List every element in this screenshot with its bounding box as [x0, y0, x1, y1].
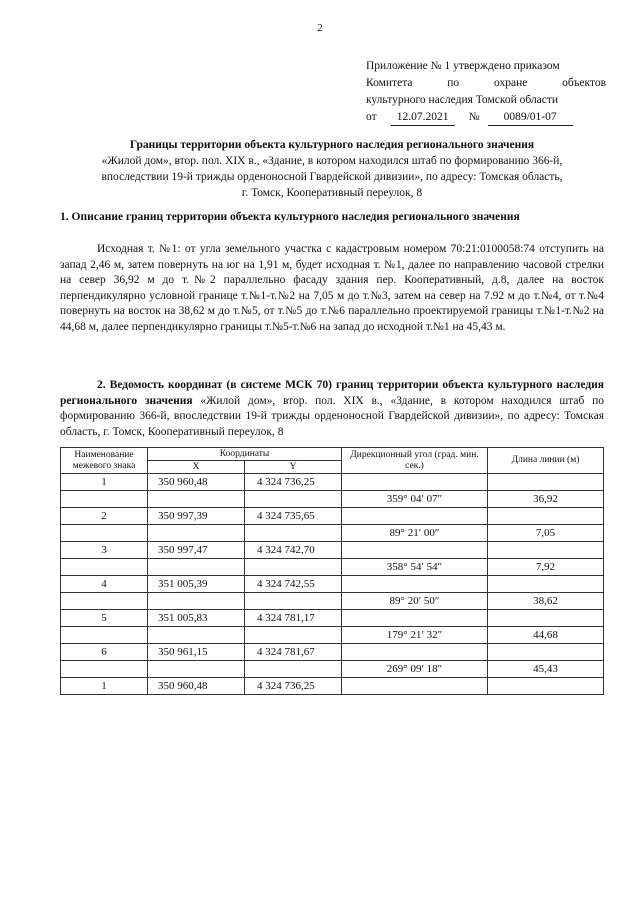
appendix-approval-block: [366, 58, 606, 126]
point-y: 4 324 736,25: [245, 678, 342, 695]
segment-length: 45,43: [488, 661, 604, 678]
segment-angle: 269° 09′ 18″: [342, 661, 488, 678]
table-row-segment: [61, 525, 604, 542]
header-coordinates: Координаты: [148, 448, 342, 461]
segment-angle: 89° 20′ 50″: [342, 593, 488, 610]
segment-angle: 179° 21′ 32″: [342, 627, 488, 644]
appendix-line-1: Приложение № 1 утверждено приказом: [366, 60, 560, 72]
title-line-4: г. Томск, Кооперативный переулок, 8: [241, 187, 423, 199]
order-date: 12.07.2021: [391, 110, 455, 126]
section-1-description: Исходная т. №1: от угла земельного участка с кадастровым номером 70:21:0100058:74 отступить на запад 2,46 м, затем повернуть на юг на 1,91 м, будет исходная т. №1, далее по направлению часовой стрелки на север 36,92 м до т.№2 параллельно фасаду здания пер. Кооперативный, д.8, далее на восток перпендикулярно условной границе т.№1-т.№2 на 7,05 м до т.№3, затем на север на 7.92 м до т.№4, от т.№4 повернуть на восток на 38,62 м до т.№5, от т.№5 до т.№6 параллельно проектируемой границы т.№1-т.№2 на 44,68 м, далее перпендикулярно границы т.№5-т.№6 на запад до исходной т.№1 на 45,43 м.: [60, 243, 604, 333]
appendix-word: объектов: [562, 77, 606, 89]
coordinates-table: [60, 447, 604, 695]
from-label: от: [366, 111, 377, 123]
number-sign: №: [468, 111, 480, 123]
point-x: 351 005,39: [148, 576, 245, 593]
table-row-point: [61, 542, 604, 559]
point-name: 4: [61, 576, 148, 593]
order-number: 0089/01-07: [488, 110, 573, 126]
appendix-word: по: [447, 77, 460, 89]
appendix-word: Комитета: [366, 77, 413, 89]
page-number: 2: [317, 22, 323, 34]
point-name: 1: [61, 678, 148, 695]
point-x: 350 961,15: [148, 644, 245, 661]
section-2-heading-bold: 2. Ведомость координат (в системе МСК 70) границ территории объекта культурного наследия регионального значения: [60, 379, 604, 407]
point-name: 1: [61, 474, 148, 491]
table-row-point: [61, 644, 604, 661]
table-row-point: [61, 508, 604, 525]
table-row-point: [61, 678, 604, 695]
title-line-3: впоследствии 19-й трижды орденоносной Гвардейской дивизии», по адресу: Томская область,: [101, 171, 563, 183]
point-name: 6: [61, 644, 148, 661]
title-line-2: «Жилой дом», втор. пол. XIX в., «Здание, в котором находился штаб по формированию 366-й,: [101, 155, 563, 167]
segment-length: 36,92: [488, 491, 604, 508]
title-heading: Границы территории объекта культурного наследия регионального значения: [129, 139, 535, 151]
point-x: 350 997,39: [148, 508, 245, 525]
segment-angle: 359° 04′ 07″: [342, 491, 488, 508]
table-row-segment: [61, 661, 604, 678]
segment-length: 7,92: [488, 559, 604, 576]
point-y: 4 324 736,25: [245, 474, 342, 491]
point-name: 5: [61, 610, 148, 627]
point-x: 350 997,47: [148, 542, 245, 559]
segment-length: 7,05: [488, 525, 604, 542]
segment-angle: 89° 21′ 00″: [342, 525, 488, 542]
appendix-word: охране: [494, 77, 528, 89]
segment-angle: 358° 54′ 54″: [342, 559, 488, 576]
table-row-segment: [61, 559, 604, 576]
point-y: 4 324 742,55: [245, 576, 342, 593]
header-x: X: [148, 461, 245, 474]
table-row-point: [61, 610, 604, 627]
point-y: 4 324 742,70: [245, 542, 342, 559]
appendix-line-2: [366, 75, 606, 92]
table-header-row: [61, 448, 604, 461]
point-name: 3: [61, 542, 148, 559]
header-y: Y: [245, 461, 342, 474]
section-2-heading-rest: «Жилой дом», втор. пол. XIX в., «Здание, в котором находился штаб по формированию 366-й, впоследствии 19-й трижды орденоносной Гвардейской дивизии», по адресу: Томская область, г. Томск, Кооперативный переулок, 8: [60, 394, 604, 438]
appendix-line-3: культурного наследия Томской области: [366, 94, 559, 106]
table-row-segment: [61, 491, 604, 508]
point-x: 350 960,48: [148, 678, 245, 695]
header-name: Наименование межевого знака: [61, 448, 148, 474]
table-row-point: [61, 474, 604, 491]
point-x: 351 005,83: [148, 610, 245, 627]
point-y: 4 324 735,65: [245, 508, 342, 525]
point-x: 350 960,48: [148, 474, 245, 491]
point-name: 2: [61, 508, 148, 525]
document-title: [60, 137, 604, 201]
section-2-heading: [60, 378, 604, 440]
segment-length: 44,68: [488, 627, 604, 644]
table-row-point: [61, 576, 604, 593]
point-y: 4 324 781,67: [245, 644, 342, 661]
table-row-segment: [61, 593, 604, 610]
section-1-heading: 1. Описание границ территории объекта культурного наследия регионального значения: [60, 211, 520, 223]
header-angle: Дирекционный угол (град. мин. сек.): [342, 448, 488, 474]
table-row-segment: [61, 627, 604, 644]
segment-length: 38,62: [488, 593, 604, 610]
appendix-date-line: [366, 109, 606, 126]
header-length: Длина линии (м): [488, 448, 604, 474]
point-y: 4 324 781,17: [245, 610, 342, 627]
